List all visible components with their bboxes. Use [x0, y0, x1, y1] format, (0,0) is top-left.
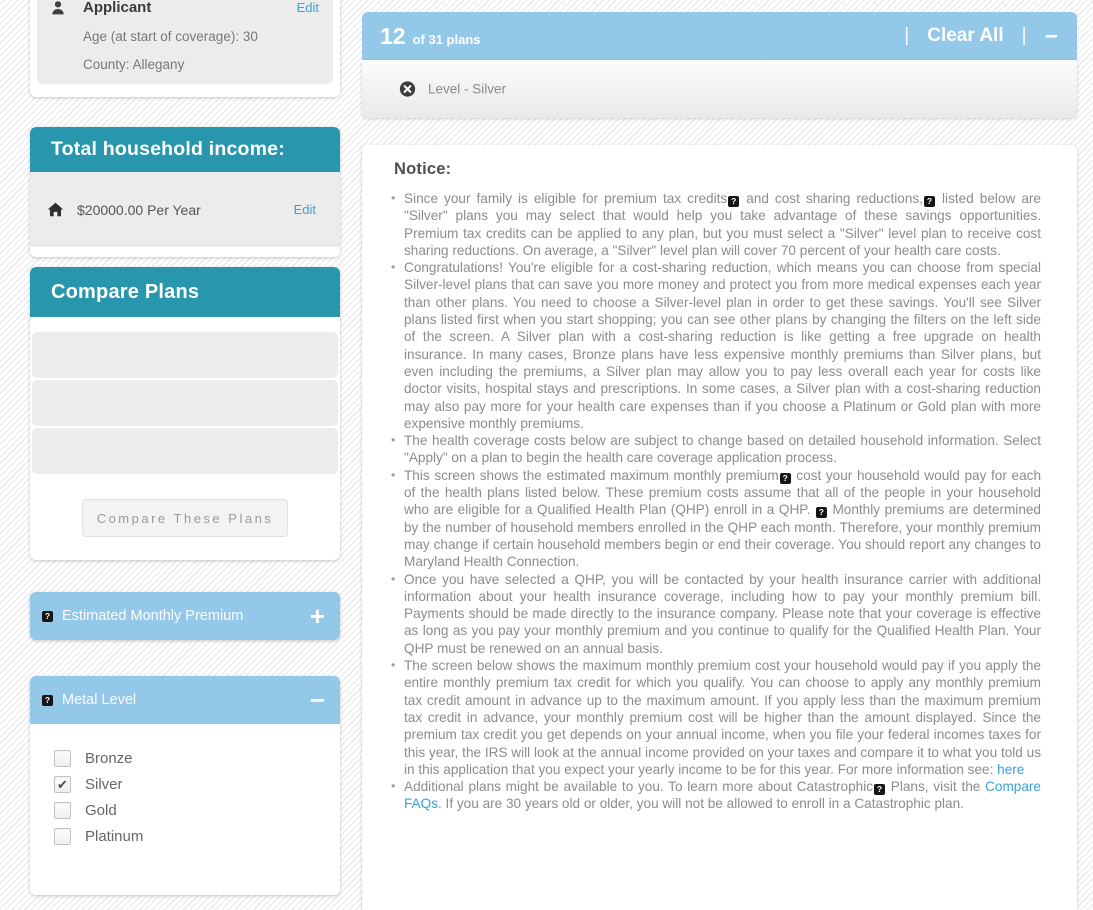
metal-option-label: Bronze	[85, 750, 133, 767]
income-value: $20000.00 Per Year	[77, 201, 201, 218]
plan-count-suffix: of 31 plans	[412, 31, 481, 47]
notice-bullet: • Once you have selected a QHP, you will be contacted by your health insurance carrier with additional information about your health insurance coverage, including how to pay your monthly premium bill. Payments should be made directly to the insurance company. Please note that your coverage is effective as long as you pay your monthly premium and you continue to qualify for the Qualified Health Plan. Your QHP must be renewed on an annual basis.	[392, 571, 1041, 657]
help-icon[interactable]: ?	[728, 196, 739, 207]
collapse-results-icon[interactable]: −	[1044, 22, 1058, 49]
notice-bullet: • Congratulations! You're eligible for a cost-sharing reduction, which means you can choose from special Silver-level plans that can save you more money and protect you from more medical expenses each year than other plans. You need to choose a Silver-level plan in order to get these savings. You'll see Silver plans listed first when you start shopping; you can see other plans by changing the filters on the left side of the screen. A Silver plan with a cost-sharing reduction is like getting a free upgrade on health insurance. In many cases, Bronze plans have less expensive monthly premiums than Silver plans, but even including the premiums, a Silver plan may allow you to pay less overall each year for costs like doctor visits, hospital stays and prescriptions. In some cases, a Silver plan with a cost-sharing reduction may also pay more for your health care expenses than if you choose a Platinum or Gold plan with more expensive monthly premiums.	[392, 259, 1041, 432]
estimated-premium-filter-label: Estimated Monthly Premium	[62, 608, 244, 624]
compare-slots	[32, 332, 338, 474]
income-card-header	[30, 127, 340, 172]
metal-level-card	[30, 676, 340, 895]
applicant-edit-link[interactable]: Edit	[296, 0, 319, 15]
metal-option-label: Platinum	[85, 828, 144, 845]
estimated-premium-filter-header[interactable]	[30, 592, 340, 640]
compare-slot-empty	[32, 380, 338, 426]
notice-bullet: • The health coverage costs below are subject to change based on detailed household information. Select "Apply" on a plan to begin the health care coverage application process.	[392, 432, 1041, 467]
notice-title: Notice:	[394, 160, 452, 178]
results-header-bar	[362, 12, 1077, 60]
notice-card	[362, 145, 1077, 910]
link-here[interactable]: here	[997, 761, 1025, 777]
link-compare-faqs[interactable]: Compare FAQs	[404, 779, 1041, 812]
metal-level-filter-header[interactable]	[30, 676, 340, 724]
plan-count-group	[380, 23, 481, 50]
applicant-title: Applicant	[83, 0, 152, 16]
remove-filter-icon[interactable]	[399, 81, 416, 98]
income-card-body	[30, 172, 340, 247]
notice-bullet: • Since your family is eligible for premium tax credits ? and cost sharing reductions, ? listed below are "Silver" plans you may select that would help you take advantage of these savings opportunities. Premium tax credits can be applied to any plan, but you must select a "Silver" level plan to receive cost sharing reductions. On average, a "Silver" level plan will cover 70 percent of your health care costs.	[392, 190, 1041, 259]
checkbox-unchecked[interactable]	[54, 828, 71, 845]
metal-level-filter-label: Metal Level	[62, 692, 137, 708]
filter-chip-label: Level - Silver	[428, 81, 507, 97]
checkbox-unchecked[interactable]	[54, 750, 71, 767]
metal-option-gold[interactable]	[54, 802, 340, 819]
income-edit-link[interactable]: Edit	[293, 202, 316, 217]
filter-chip-level-silver[interactable]	[399, 81, 506, 98]
help-icon[interactable]: ?	[874, 784, 885, 795]
expand-icon[interactable]: +	[309, 601, 325, 631]
applicant-age: Age (at start of coverage): 30	[83, 29, 258, 44]
person-icon	[50, 0, 66, 16]
applicant-card	[30, 0, 340, 97]
clear-all-button[interactable]: Clear All	[927, 25, 1004, 46]
notice-bullet: • This screen shows the estimated maximum monthly premium ? cost your household would pay for each of the health plans listed below. These premium costs assume that all of the people in your household who are eligible for a Qualified Health Plan (QHP) enroll in a QHP. ? Monthly premiums are determined by the number of household members enrolled in the QHP each month. Therefore, your monthly premium may change if certain household members begin or end their coverage. You should report any changes to Maryland Health Connection.	[392, 467, 1041, 571]
help-icon[interactable]: ?	[42, 695, 53, 706]
notice-bullet: • Additional plans might be available to you. To learn more about Catastrophic ? Plans, visit the Compare FAQs. If you are 30 years old or older, you will not be allowed to enroll in a Catastrophic plan.	[392, 778, 1041, 813]
notice-bullet: • The screen below shows the maximum monthly premium cost your household would pay if you apply the entire monthly premium tax credit for which you qualify. You can choose to apply any monthly premium tax credit amount in advance up to the maximum amount. If you apply less than the maximum premium tax credit in advance, your monthly premium cost will be higher than the amount displayed. Since the premium tax credit you get depends on your annual income, when you file your federal incomes taxes for this year, the IRS will look at the annual income provided on your taxes and compare it to what you told us in this application that you expect your yearly income to be for this year. For more information see: here	[392, 657, 1041, 778]
checkbox-unchecked[interactable]	[54, 802, 71, 819]
metal-option-label: Gold	[85, 802, 117, 819]
compare-these-plans-button[interactable]: Compare These Plans	[82, 499, 288, 537]
collapse-icon[interactable]: −	[309, 685, 325, 715]
plan-count: 12	[380, 22, 406, 49]
compare-plans-title: Compare Plans	[51, 280, 200, 303]
metal-option-silver[interactable]	[54, 776, 340, 793]
help-icon[interactable]: ?	[816, 507, 827, 518]
help-icon[interactable]: ?	[924, 196, 935, 207]
metal-option-bronze[interactable]	[54, 750, 340, 767]
help-icon[interactable]: ?	[780, 473, 791, 484]
separator: |	[1021, 25, 1027, 46]
active-filters-strip	[362, 60, 1077, 118]
household-income-card	[30, 127, 340, 257]
compare-slot-empty	[32, 332, 338, 378]
compare-plans-header	[30, 267, 340, 317]
metal-option-label: Silver	[85, 776, 123, 793]
home-icon	[47, 201, 64, 218]
notice-list	[392, 190, 1041, 813]
checkbox-checked[interactable]: ✔	[54, 776, 71, 793]
compare-plans-card	[30, 267, 340, 560]
applicant-county: County: Allegany	[83, 57, 185, 72]
metal-options	[30, 724, 340, 845]
help-icon[interactable]: ?	[42, 611, 53, 622]
income-card-title: Total household income:	[51, 138, 285, 160]
applicant-panel	[37, 0, 333, 84]
separator: |	[904, 25, 910, 46]
compare-slot-empty	[32, 428, 338, 474]
metal-option-platinum[interactable]	[54, 828, 340, 845]
